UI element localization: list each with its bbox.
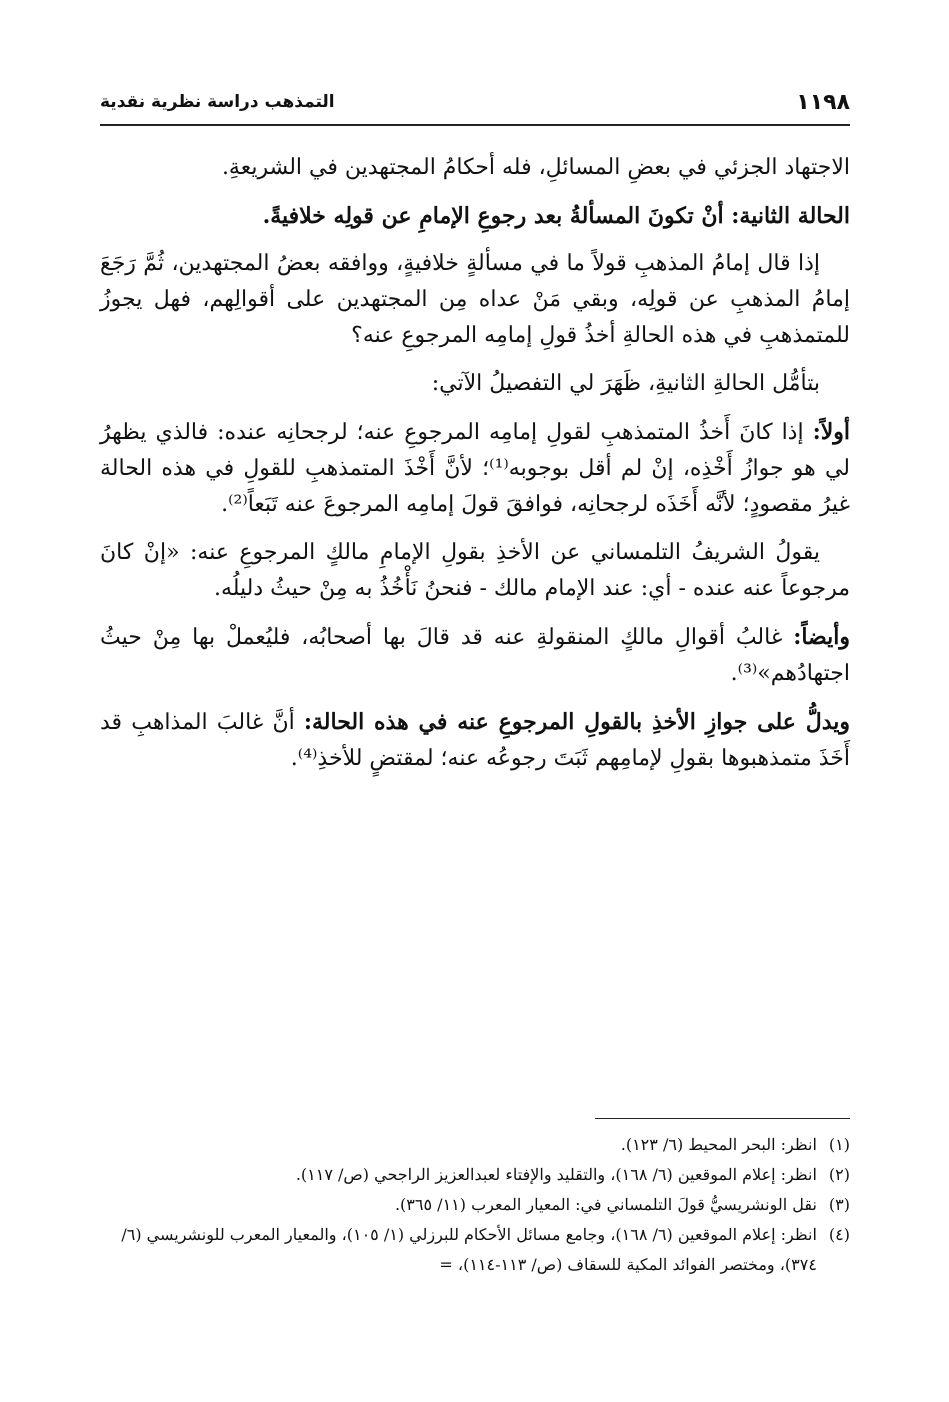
page-number: ١١٩٨ <box>796 90 850 115</box>
section-heading: الحالة الثانية: أنْ تكونَ المسألةُ بعد رجوعِ الإمامِ عن قولِه خلافيةً. <box>262 203 850 229</box>
running-title: التمذهب دراسة نظرية نقدية <box>100 92 335 112</box>
footnotes <box>100 1130 850 1280</box>
paragraph-8-text: أنَّ غالبَ المذاهبِ قد أَخَذَ متمذهبوها بقولِ لإمامِهم ثَبَتَ رجوعُه عنه؛ لمقتضٍ للأخذِ⁽⁴⁾. <box>100 710 850 771</box>
paragraph-5-lead: أولاً: <box>812 419 850 445</box>
paragraph-3: إذا قال إمامُ المذهبِ قولاً ما في مسألةٍ خلافيةٍ، ووافقه بعضُ المجتهدين، ثُمَّ رَجَعَ إمامُ المذهبِ عن قولِه، وبقي مَنْ عداه مِن المجتهدين على أقوالِهم، فهل يجوزُ للمتمذهبِ في هذه الحالةِ أخذُ قولِ إمامِه المرجوعِ عنه؟ <box>100 251 850 348</box>
footnote-number: (١) <box>828 1135 850 1154</box>
footnote-text: نقل الونشريسيُّ قولَ التلمساني في: المعيار المعرب (١١/ ٣٦٥). <box>394 1195 817 1214</box>
page-header <box>100 90 850 126</box>
footnote <box>100 1130 850 1160</box>
paragraph-7-lead: وأيضاً: <box>793 624 850 650</box>
footnote-text: انظر: البحر المحيط (٦/ ١٢٣). <box>620 1135 817 1154</box>
footnote-text: انظر: إعلام الموقعين (٦/ ١٦٨)، وجامع مسائل الأحكام للبرزلي (١/ ١٠٥)، والمعيار المعرب للونشريسي (٦/ ٣٧٤)، ومختصر الفوائد المكية للسقاف (ص/ ١١٣-١١٤)، = <box>121 1225 817 1274</box>
footnote-text: انظر: إعلام الموقعين (٦/ ١٦٨)، والتقليد والإفتاء لعبدالعزيز الراجحي (ص/ ١١٧). <box>295 1165 817 1184</box>
footnote <box>100 1160 850 1190</box>
paragraph-7 <box>100 619 850 692</box>
paragraph-4: بتأمُّل الحالةِ الثانيةِ، ظَهَرَ لي التفصيلُ الآتي: <box>431 371 820 396</box>
footnote-number: (٤) <box>828 1225 850 1244</box>
paragraph-8 <box>100 704 850 777</box>
footnote-separator <box>595 1118 850 1119</box>
footnote <box>100 1220 850 1280</box>
footnote-number: (٢) <box>828 1165 850 1184</box>
paragraph-5 <box>100 414 850 523</box>
paragraph-6: يقولُ الشريفُ التلمساني عن الأخذِ بقولِ الإمامِ مالكٍ المرجوعِ عنه: «إنْ كانَ مرجوعاً عنه عنده - أي: عند الإمام مالك - فنحنُ نَأْخُذُ به مِنْ حيثُ دليلُه. <box>100 540 850 601</box>
footnote <box>100 1190 850 1220</box>
footnote-number: (٣) <box>828 1195 850 1214</box>
paragraph-5-text: إذا كانَ أَخذُ المتمذهبِ لقولِ إمامِه المرجوعِ عنه؛ لرجحانِه عنده: فالذي يظهرُ لي هو جوازُ أَخْذِه، إنْ لم أقل بوجوبه⁽¹⁾؛ لأنَّ أَخْذَ المتمذهبِ للقولِ في هذه الحالة غيرُ مقصودٍ؛ لأنَّه أَخَذَه لرجحانِه، فوافقَ قولَ إمامِه المرجوعَ عنه تَبَعاً⁽²⁾. <box>100 420 850 517</box>
paragraph-8-lead: ويدلُّ على جوازِ الأخذِ بالقولِ المرجوعِ عنه في هذه الحالة: <box>303 709 851 735</box>
paragraph-7-text: غالبُ أقوالِ مالكٍ المنقولةِ عنه قد قالَ بها أصحابُه، فليُعملْ بها مِنْ حيثُ اجتهادُهم»⁽³⁾. <box>100 625 850 686</box>
main-text <box>100 150 850 789</box>
paragraph-1: الاجتهاد الجزئي في بعضِ المسائلِ، فله أحكامُ المجتهدين في الشريعةِ. <box>221 155 850 180</box>
